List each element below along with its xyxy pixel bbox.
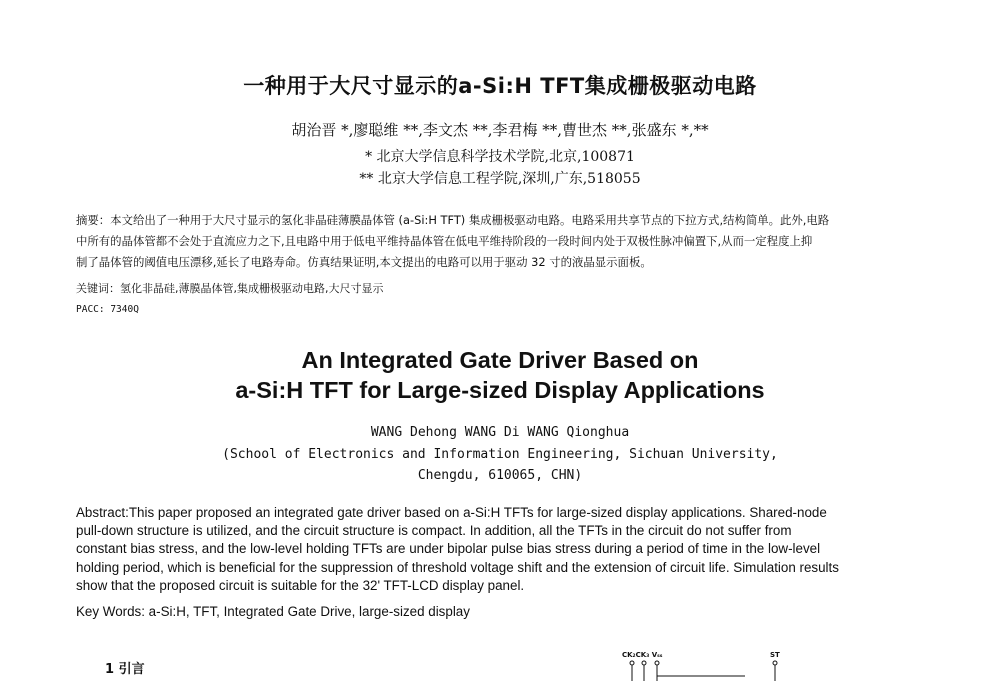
chinese-affiliation-1: * 北京大学信息科学技术学院,北京,100871 — [365, 149, 635, 165]
english-authors: WANG Dehong WANG Di WANG Qionghua — [370, 425, 630, 440]
figure-start-label: ST — [770, 651, 780, 659]
chinese-abstract-line: 制了晶体管的阈值电压漂移,延长了电路寿命。仿真结果证明,本文提出的电路可以用于驱动 32 寸的液晶显示面板。 — [76, 255, 652, 269]
english-abstract-line: holding period, which is beneficial for the suppression of threshold voltage shift and the extension of circuit life. Simulation results — [76, 559, 839, 575]
english-affiliation-2: Chengdu, 610065, CHN) — [417, 468, 583, 483]
chinese-abstract-line: 摘要：本文给出了一种用于大尺寸显示的氢化非晶硅薄膜晶体管 (a-Si:H TFT) 集成栅极驱动电路。电路采用共享节点的下拉方式,结构简单。此外,电路 — [76, 213, 830, 227]
section-heading-introduction: 1 引言 — [105, 662, 145, 677]
chinese-keywords: 关键词：氢化非晶硅,薄膜晶体管,集成栅极驱动电路,大尺寸显示 — [76, 282, 384, 295]
english-title-line-1: An Integrated Gate Driver Based on — [301, 347, 699, 373]
chinese-title: 一种用于大尺寸显示的a-Si:H TFT集成栅极驱动电路 — [243, 74, 757, 98]
english-abstract-line: Abstract:This paper proposed an integrated gate driver based on a-Si:H TFTs for large-sized display applications. Shared-node — [76, 505, 827, 520]
pacc-code: PACC: 7340Q — [76, 304, 139, 315]
english-abstract — [76, 504, 946, 595]
english-keywords: Key Words: a-Si:H, TFT, Integrated Gate Drive, large-sized display — [76, 604, 470, 619]
english-abstract-line: constant bias stress, and the low-level holding TFTs are under bipolar pulse bias stress during a period of time in the low-level — [76, 541, 821, 557]
english-title-line-2: a-Si:H TFT for Large-sized Display Applications — [235, 377, 765, 403]
english-abstract-line: show that the proposed circuit is suitable for the 32' TFT-LCD display panel. — [76, 577, 525, 593]
circuit-wires — [630, 661, 777, 681]
chinese-affiliation-2: ** 北京大学信息工程学院,深圳,广东,518055 — [359, 171, 641, 187]
circuit-figure-fragment — [620, 648, 800, 681]
chinese-abstract-line: 中所有的晶体管都不会处于直流应力之下,且电路中用于低电平维持晶体管在低电平维持阶段的一段时间内处于双极性脉冲偏置下,从而一定程度上抑 — [76, 234, 813, 248]
english-affiliation-1: (School of Electronics and Information Engineering, Sichuan University, — [222, 447, 778, 462]
figure-input-labels: CK₂CK₃ Vₛₛ — [622, 651, 663, 659]
chinese-abstract — [76, 210, 946, 273]
english-abstract-line: pull-down structure is utilized, and the circuit structure is compact. In addition, all the TFTs in the circuit do not suffer from — [76, 523, 792, 539]
english-title — [0, 345, 1000, 405]
chinese-authors: 胡治晋 *,廖聪维 **,李文杰 **,李君梅 **,曹世杰 **,张盛东 *,** — [291, 121, 709, 139]
